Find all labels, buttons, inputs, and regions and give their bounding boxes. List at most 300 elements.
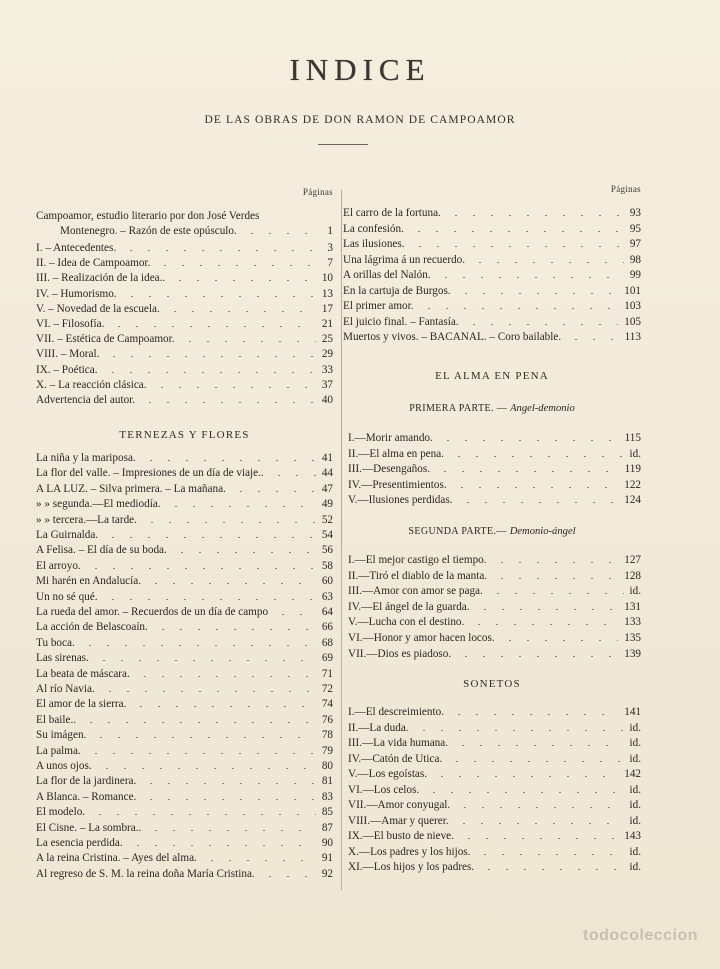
page-subtitle: DE LAS OBRAS DE DON RAMON DE CAMPOAMOR (204, 114, 516, 126)
entry-page: 79 (321, 744, 333, 757)
dot-leader (166, 304, 316, 312)
toc-entry[interactable] (343, 331, 641, 346)
entry-page: 139 (624, 647, 641, 660)
toc-entry[interactable] (36, 333, 333, 348)
entry-title: La palma. (36, 744, 81, 757)
entry-page: id. (629, 845, 641, 858)
dot-leader (101, 684, 316, 692)
toc-entry[interactable] (348, 815, 641, 830)
toc-entry[interactable] (343, 285, 641, 300)
toc-entry[interactable] (348, 448, 641, 463)
dot-leader (104, 365, 316, 373)
toc-entry[interactable] (343, 300, 641, 315)
dot-leader (98, 761, 316, 769)
dot-leader (122, 243, 317, 251)
entry-title: » » tercera.—La tarde. (36, 513, 137, 526)
toc-entry[interactable] (36, 452, 333, 467)
toc-entry[interactable] (348, 585, 641, 600)
dot-leader (110, 319, 315, 327)
toc-entry[interactable] (348, 861, 641, 876)
entry-title: IV.—Presentimientos. (348, 478, 447, 491)
column-separator (341, 190, 342, 890)
entry-page: 71 (321, 667, 333, 680)
entry-title: Su imágen. (36, 729, 87, 742)
entry-title: Al río Navia. (36, 683, 95, 695)
entry-title: X. – La reacción clásica. (36, 378, 147, 391)
entry-page: 133 (624, 616, 641, 629)
toc-entry[interactable] (36, 394, 333, 409)
dot-leader (450, 449, 624, 457)
toc-entry[interactable] (36, 529, 333, 544)
toc-entry[interactable] (348, 570, 641, 585)
entry-page: 115 (624, 432, 641, 444)
entry-title: La rueda del amor. – Recuerdos de un día de campo (36, 606, 269, 618)
dot-leader (456, 800, 623, 808)
dot-leader (459, 495, 619, 503)
toc-entry[interactable] (36, 698, 333, 713)
entry-title: I.—El descreimiento. (348, 706, 444, 718)
entry-page: 66 (321, 621, 333, 634)
dot-leader (156, 258, 317, 266)
dot-leader (437, 270, 624, 278)
entry-page: id. (629, 799, 641, 811)
dot-leader (141, 395, 316, 403)
toc-entry[interactable] (343, 254, 641, 269)
dot-leader (436, 464, 619, 472)
dot-leader (476, 847, 623, 855)
toc-entry[interactable] (36, 852, 333, 867)
dot-leader (450, 707, 618, 715)
toc-entry[interactable] (348, 463, 641, 478)
toc-entry[interactable] (36, 621, 333, 636)
entry-title: La niña y la mariposa. (36, 452, 136, 464)
entry-title: II.—La duda. (348, 721, 409, 734)
entry-page: 103 (624, 300, 641, 312)
dot-leader (470, 617, 618, 625)
intro-line-1: Campoamor, estudio literario por don José Verdes (36, 210, 260, 222)
dot-leader (153, 380, 316, 388)
entry-title: I.—Morir amando. (348, 432, 433, 444)
entry-title: Tu boca. (36, 636, 75, 649)
dot-leader (489, 586, 624, 594)
entry-page: 85 (321, 806, 333, 819)
entry-page: 3 (327, 242, 333, 254)
entry-title: VIII. – Moral. (36, 348, 100, 361)
dot-leader (95, 653, 316, 661)
entry-title: El modelo. (36, 806, 86, 819)
toc-entry[interactable] (36, 822, 333, 837)
dot-leader (243, 226, 317, 234)
entry-title: A la reina Cristina. – Ayes del alma. (36, 852, 197, 865)
entry-title: IV.—El ángel de la guarda. (348, 600, 470, 613)
entry-title: Muertos y vivos. – BACANAL. – Coro bailable. (343, 331, 562, 343)
dot-leader (480, 862, 623, 870)
entry-title: III.—Amor con amor se paga. (348, 585, 483, 598)
toc-entry[interactable] (348, 706, 641, 721)
dot-leader (91, 807, 316, 815)
dot-leader (154, 622, 316, 630)
entry-page: 7 (327, 257, 333, 270)
entry-page: 60 (321, 575, 333, 588)
entry-title: VII.—Amor conyugal. (348, 799, 451, 811)
toc-entry[interactable] (36, 591, 333, 606)
toc-entry[interactable] (348, 753, 641, 768)
entry-title: III.—La vida humana. (348, 737, 449, 749)
dot-leader (104, 530, 316, 538)
toc-entry[interactable] (36, 483, 333, 498)
dot-leader (455, 816, 624, 824)
toc-entry[interactable] (36, 272, 333, 287)
entry-page: 119 (624, 463, 641, 475)
entry-page: 122 (624, 478, 641, 491)
dot-leader (415, 723, 624, 731)
toc-entry[interactable] (348, 601, 641, 616)
toc-entry[interactable] (348, 830, 641, 845)
dot-leader (147, 823, 315, 831)
entry-page: 56 (321, 544, 333, 557)
entry-page: 95 (629, 222, 641, 235)
entry-title: II. – Idea de Campoamor. (36, 257, 151, 270)
entry-page: 25 (321, 333, 333, 346)
entry-title: A LA LUZ. – Silva primera. – La mañana. (36, 482, 226, 495)
entry-page: 21 (321, 318, 333, 330)
entry-page: 78 (321, 729, 333, 742)
entry-title: Las ilusiones. (343, 238, 405, 250)
entry-title: I.—El mejor castigo el tiempo. (348, 554, 487, 566)
entry-page: 54 (321, 529, 333, 541)
dot-leader (181, 334, 316, 342)
entry-title: Mi harén en Andalucía. (36, 575, 142, 588)
entry-page: 49 (321, 498, 333, 511)
dot-leader (123, 289, 316, 297)
entry-page: 41 (321, 452, 333, 464)
dot-leader (457, 649, 618, 657)
toc-entry[interactable] (348, 846, 641, 861)
dot-leader (104, 592, 316, 600)
toc-entry[interactable] (36, 514, 333, 529)
page-title: INDICE (289, 52, 431, 87)
toc-entry[interactable] (348, 554, 641, 569)
toc-entry[interactable] (348, 616, 641, 631)
dot-leader (142, 453, 316, 461)
dot-leader (142, 792, 315, 800)
entry-page: 52 (321, 513, 333, 526)
dot-leader (132, 699, 315, 707)
toc-entry[interactable] (36, 364, 333, 379)
toc-entry[interactable] (36, 467, 333, 482)
entry-page: 83 (321, 790, 333, 803)
dot-leader (147, 576, 316, 584)
toc-entry[interactable] (36, 775, 333, 790)
entry-page: 68 (321, 636, 333, 649)
toc-entry[interactable] (36, 714, 333, 729)
entry-page: 142 (624, 768, 641, 780)
toc-entry[interactable] (348, 432, 641, 447)
entry-page: 74 (321, 698, 333, 711)
entry-page: 90 (321, 837, 333, 849)
toc-entry[interactable] (36, 257, 333, 272)
entry-page: id. (629, 737, 641, 749)
dot-leader (439, 433, 619, 441)
entry-page: 63 (321, 590, 333, 603)
dot-leader (81, 638, 316, 646)
dot-leader (460, 831, 618, 839)
entry-page: 143 (624, 830, 641, 842)
dot-leader (136, 669, 316, 677)
left-column (36, 0, 333, 969)
section-title-alma: EL ALMA EN PENA (435, 370, 549, 382)
dot-leader (105, 349, 315, 357)
entry-page: 81 (321, 775, 333, 788)
entry-title: VIII.—Amar y querer. (348, 814, 449, 827)
entry-page: id. (629, 447, 641, 460)
entry-title: El Cisne. – La sombra.. (36, 821, 142, 834)
entry-page: id. (629, 783, 641, 796)
toc-entry[interactable] (36, 806, 333, 821)
entry-title: » » segunda.—El mediodía. (36, 498, 161, 511)
entry-page: 40 (321, 394, 333, 406)
dot-leader (420, 301, 619, 309)
pages-header-right: Páginas (610, 184, 641, 194)
toc-entry[interactable] (36, 745, 333, 760)
entry-title: V.—Los egoístas. (348, 768, 428, 780)
dot-leader (411, 239, 624, 247)
toc-entry[interactable] (36, 379, 333, 394)
toc-entry[interactable] (348, 494, 641, 509)
entry-page: id. (629, 814, 641, 827)
entry-page: 33 (321, 363, 333, 376)
dot-leader (567, 332, 618, 340)
toc-entry[interactable] (36, 668, 333, 683)
entry-page: 98 (629, 253, 641, 266)
dot-leader (171, 273, 316, 281)
entry-title: II.—Tiró el diablo de la manta. (348, 569, 488, 582)
entry-page: 29 (321, 348, 333, 361)
entry-title: El arroyo. (36, 559, 81, 572)
parte-label: PRIMERA PARTE. — (409, 403, 508, 414)
dot-leader (232, 484, 316, 492)
entry-page: 87 (321, 821, 333, 834)
toc-entry[interactable] (36, 288, 333, 303)
dot-leader (261, 869, 316, 877)
dot-leader (453, 480, 619, 488)
toc-entry[interactable] (36, 348, 333, 363)
toc-entry[interactable] (343, 207, 641, 222)
entry-title: A Blanca. – Romance. (36, 790, 137, 803)
entry-title: La acción de Belascoaín. (36, 621, 148, 634)
toc-entry[interactable] (36, 791, 333, 806)
dot-leader (167, 499, 316, 507)
right-column (343, 0, 641, 969)
toc-entry[interactable] (36, 652, 333, 667)
entry-page: 17 (321, 302, 333, 315)
entry-title: VII. – Estética de Campoamor. (36, 333, 175, 346)
entry-page: 37 (321, 378, 333, 391)
dot-leader (447, 208, 624, 216)
toc-entry[interactable] (36, 575, 333, 590)
dot-leader (87, 746, 316, 754)
entry-page: 92 (321, 867, 333, 880)
toc-entry[interactable] (348, 722, 641, 737)
dot-leader (173, 545, 316, 553)
entry-page: 69 (321, 652, 333, 665)
entry-title: VII.—Dios es piadoso. (348, 647, 452, 660)
dot-leader (476, 602, 619, 610)
entry-title: Al regreso de S. M. la reina doña María Cristina. (36, 867, 255, 880)
entry-page: 101 (624, 284, 641, 297)
entry-title: La beata de máscara. (36, 667, 130, 680)
dot-leader (270, 468, 316, 476)
toc-entry[interactable] (36, 606, 333, 621)
entry-title: IV.—Catón de Utica. (348, 752, 443, 765)
toc-entry[interactable] (343, 238, 641, 253)
entry-title: Un no sé qué. (36, 590, 98, 603)
entry-title: Montenegro. – Razón de este opúsculo. (60, 225, 237, 237)
entry-page: 47 (321, 482, 333, 495)
toc-entry[interactable] (36, 560, 333, 575)
entry-page: 80 (321, 760, 333, 772)
entry-title: V.—Ilusiones perdidas. (348, 494, 453, 506)
toc-entry[interactable] (36, 837, 333, 852)
entry-title: VI.—Honor y amor hacen locos. (348, 632, 495, 644)
entry-title: II.—El alma en pena. (348, 447, 444, 460)
dot-leader (203, 853, 316, 861)
entry-page: 10 (321, 272, 333, 285)
entry-page: 105 (624, 315, 641, 328)
entry-title: VI.—Los celos. (348, 783, 420, 796)
entry-page: 72 (321, 683, 333, 695)
pages-header-left: Páginas (302, 187, 333, 197)
entry-page: 131 (624, 600, 641, 613)
parte-name: Demonio-ángel (509, 526, 576, 537)
entry-title: La flor de la jardinera. (36, 775, 137, 788)
section-title-ternezas: TERNEZAS Y FLORES (119, 429, 250, 441)
parte-heading-2 (343, 526, 641, 537)
entry-page: 99 (629, 269, 641, 281)
dot-leader (457, 286, 619, 294)
entry-page: 1 (327, 225, 333, 237)
dot-leader (274, 607, 316, 615)
toc-entry[interactable] (36, 242, 333, 257)
toc-entry[interactable] (343, 223, 641, 238)
entry-title: Advertencia del autor. (36, 394, 136, 406)
entry-page: 64 (321, 606, 333, 618)
entry-page: 58 (321, 559, 333, 572)
entry-title: El baile.. (36, 713, 77, 726)
entry-page: 113 (624, 331, 641, 343)
toc-entry[interactable] (348, 768, 641, 783)
entry-title: El amor de la sierra. (36, 698, 127, 711)
toc-entry[interactable] (343, 269, 641, 284)
dot-leader (465, 317, 619, 325)
toc-entry[interactable] (36, 760, 333, 775)
entry-title: El primer amor. (343, 300, 414, 312)
entry-page: 97 (629, 238, 641, 250)
entry-page: id. (629, 752, 641, 765)
dot-leader (143, 515, 316, 523)
toc-entry[interactable] (348, 737, 641, 752)
dot-leader (493, 571, 618, 579)
entry-page: 44 (321, 467, 333, 480)
toc-entry[interactable] (348, 784, 641, 799)
entry-title: Las sirenas. (36, 652, 89, 665)
dot-leader (87, 561, 316, 569)
entry-page: id. (629, 861, 641, 873)
toc-entry[interactable] (348, 799, 641, 814)
entry-title: V. – Novedad de la escuela. (36, 302, 160, 315)
entry-page: 91 (321, 852, 333, 865)
toc-entry[interactable] (348, 479, 641, 494)
dot-leader (82, 715, 316, 723)
parte-heading-1 (343, 403, 641, 414)
entry-title: La Guirnalda. (36, 529, 99, 541)
entry-page: 127 (624, 554, 641, 566)
toc-entry[interactable] (36, 318, 333, 333)
entry-title: La confesión. (343, 222, 404, 235)
dot-leader (410, 224, 624, 232)
entry-title: Una lágrima á un recuerdo. (343, 253, 466, 266)
entry-title: I. – Antecedentes. (36, 242, 117, 254)
entry-page: 124 (624, 494, 641, 506)
parte-label: SEGUNDA PARTE.— (408, 526, 507, 537)
dot-leader (433, 769, 618, 777)
dot-leader (142, 776, 315, 784)
entry-page: 76 (321, 713, 333, 726)
toc-entry[interactable] (36, 498, 333, 513)
entry-title: V.—Lucha con el destino. (348, 616, 465, 629)
watermark-text: todocoleccion (583, 927, 698, 944)
entry-title: El carro de la fortuna. (343, 207, 441, 219)
entry-title: A Felisa. – El día de su boda. (36, 544, 167, 557)
entry-page: 135 (624, 632, 641, 644)
entry-title: IV. – Humorismo. (36, 287, 117, 300)
entry-page: 128 (624, 569, 641, 582)
dot-leader (501, 633, 619, 641)
entry-title: El juicio final. – Fantasía. (343, 315, 459, 328)
entry-title: IX.—El busto de nieve. (348, 830, 454, 842)
toc-entry[interactable] (36, 868, 333, 883)
dot-leader (92, 730, 315, 738)
toc-entry-intro[interactable] (60, 225, 333, 240)
toc-entry[interactable] (36, 303, 333, 318)
toc-entry[interactable] (36, 637, 333, 652)
entry-title: A orillas del Nalón. (343, 269, 431, 281)
toc-entry[interactable] (343, 316, 641, 331)
entry-title: La esencia perdida. (36, 837, 123, 849)
toc-entry[interactable] (348, 648, 641, 663)
entry-title: La flor del valle. – Impresiones de un día de viaje.. (36, 467, 264, 480)
entry-page: 13 (321, 287, 333, 300)
dot-leader (425, 785, 623, 793)
entry-title: En la cartuja de Burgos. (343, 284, 451, 297)
entry-title: III.—Desengaños. (348, 463, 431, 475)
entry-title: III. – Realización de la idea.. (36, 272, 166, 285)
toc-entry[interactable] (36, 729, 333, 744)
parte-name: Angel-demonio (510, 403, 575, 414)
dot-leader (448, 754, 623, 762)
entry-title: XI.—Los hijos y los padres. (348, 861, 475, 873)
dot-leader (471, 255, 624, 263)
toc-entry[interactable] (36, 683, 333, 698)
entry-title: IX. – Poética. (36, 363, 98, 376)
entry-page: 93 (629, 207, 641, 219)
section-title-sonetos: SONETOS (463, 678, 521, 690)
dot-leader (129, 838, 316, 846)
toc-entry[interactable] (348, 632, 641, 647)
entry-page: id. (629, 585, 641, 598)
toc-entry[interactable] (36, 544, 333, 559)
dot-leader (493, 555, 619, 563)
